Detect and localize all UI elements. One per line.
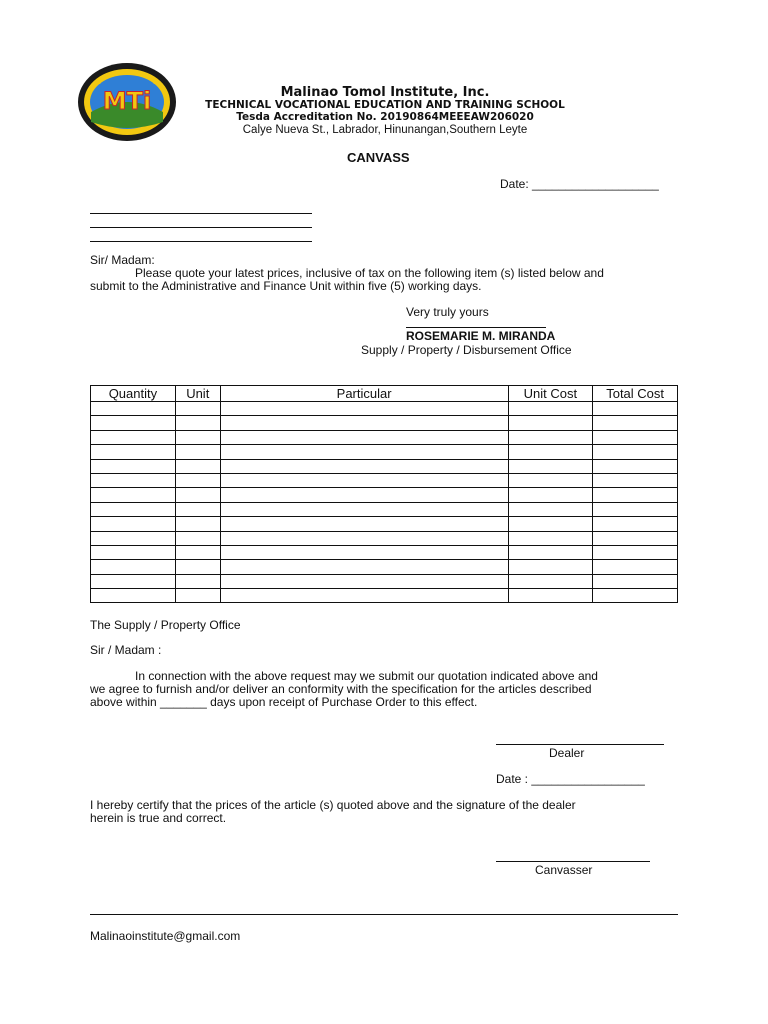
cell-unit [175,502,220,516]
cell-unit-cost [508,502,593,516]
cell-total-cost [593,545,678,559]
cell-unit [175,531,220,545]
cell-total-cost [593,459,678,473]
cell-unit-cost [508,560,593,574]
cell-unit-cost [508,402,593,416]
cell-total-cost [593,430,678,444]
cell-particular [220,545,508,559]
cell-quantity [91,416,176,430]
cell-unit-cost [508,459,593,473]
cell-total-cost [593,502,678,516]
cell-total-cost [593,531,678,545]
certification-line-1: I hereby certify that the prices of the article (s) quoted above and the signature of the dealer [90,798,576,812]
table-row [91,445,678,459]
cell-unit-cost [508,430,593,444]
addressee-line-1 [90,213,312,214]
cell-unit-cost [508,416,593,430]
cell-particular [220,430,508,444]
cell-unit [175,517,220,531]
table-row [91,560,678,574]
cell-unit [175,545,220,559]
cell-particular [220,445,508,459]
table-row [91,488,678,502]
cell-quantity [91,502,176,516]
column-header-unit: Unit [175,386,220,402]
cell-particular [220,517,508,531]
table-row [91,502,678,516]
cell-quantity [91,531,176,545]
form-title: CANVASS [347,150,410,165]
cell-particular [220,402,508,416]
table-row [91,473,678,487]
table-row [91,531,678,545]
institute-address: Calye Nueva St., Labrador, Hinunangan,Southern Leyte [242,124,528,136]
cell-unit-cost [508,531,593,545]
cell-quantity [91,545,176,559]
logo-lettering: MTi [102,87,152,115]
cell-total-cost [593,574,678,588]
reply-recipient: The Supply / Property Office [90,618,241,632]
school-type: TECHNICAL VOCATIONAL EDUCATION AND TRAINING SCHOOL [205,99,565,111]
reply-text-line-3: above within _______ days upon receipt of Purchase Order to this effect. [90,695,478,709]
column-header-quantity: Quantity [91,386,176,402]
table-row [91,545,678,559]
salutation: Sir/ Madam: [90,253,155,267]
cell-total-cost [593,473,678,487]
table-row [91,574,678,588]
cell-particular [220,589,508,603]
cell-total-cost [593,488,678,502]
certification-line-2: herein is true and correct. [90,811,227,825]
canvasser-label: Canvasser [535,863,593,877]
dealer-signature-line [496,744,664,745]
cell-unit-cost [508,473,593,487]
footer-divider [90,914,678,915]
date-field: Date: ___________________ [500,177,659,191]
request-text-line-2: submit to the Administrative and Finance Unit within five (5) working days. [90,279,482,293]
cell-quantity [91,589,176,603]
cell-quantity [91,517,176,531]
reply-text-line-1: In connection with the above request may we submit our quotation indicated above and [135,669,598,683]
cell-unit [175,445,220,459]
cell-unit [175,488,220,502]
dealer-label: Dealer [549,746,585,760]
table-header-row [91,386,678,402]
cell-unit-cost [508,445,593,459]
table-row [91,402,678,416]
signatory-office: Supply / Property / Disbursement Office [361,343,572,357]
reply-salutation: Sir / Madam : [90,643,162,657]
cell-total-cost [593,560,678,574]
canvasser-signature-line [496,861,650,862]
cell-particular [220,502,508,516]
table-body [91,402,678,603]
cell-unit-cost [508,574,593,588]
cell-unit [175,430,220,444]
cell-total-cost [593,517,678,531]
cell-unit [175,402,220,416]
cell-quantity [91,574,176,588]
column-header-particular: Particular [220,386,508,402]
cell-total-cost [593,402,678,416]
cell-quantity [91,473,176,487]
request-text-line-1: Please quote your latest prices, inclusive of tax on the following item (s) listed below and [135,266,604,280]
cell-quantity [91,402,176,416]
closing-text: Very truly yours [406,305,489,319]
cell-particular [220,459,508,473]
footer-email: Malinaoinstitute@gmail.com [90,929,241,943]
table-row [91,430,678,444]
cell-total-cost [593,589,678,603]
canvass-items-table [90,385,678,603]
signature-line [406,327,546,328]
cell-unit-cost [508,545,593,559]
cell-unit [175,416,220,430]
cell-unit-cost [508,589,593,603]
cell-unit-cost [508,488,593,502]
addressee-line-2 [90,227,312,228]
cell-unit [175,473,220,487]
cell-particular [220,574,508,588]
table-row [91,459,678,473]
cell-total-cost [593,416,678,430]
column-header-unit-cost: Unit Cost [508,386,593,402]
cell-quantity [91,488,176,502]
cell-particular [220,531,508,545]
cell-total-cost [593,445,678,459]
dealer-date-field: Date : _________________ [496,772,645,786]
cell-unit [175,589,220,603]
cell-particular [220,560,508,574]
table-row [91,416,678,430]
cell-unit-cost [508,517,593,531]
table-row [91,517,678,531]
cell-unit [175,574,220,588]
signatory-name: ROSEMARIE M. MIRANDA [406,329,556,343]
cell-quantity [91,459,176,473]
cell-quantity [91,560,176,574]
accreditation-number: Tesda Accreditation No. 20190864MEEEAW206020 [236,111,534,123]
institute-name: Malinao Tomol Institute, Inc. [280,85,490,100]
cell-particular [220,488,508,502]
cell-unit [175,459,220,473]
cell-quantity [91,430,176,444]
reply-text-line-2: we agree to furnish and/or deliver an conformity with the specification for the articles described [90,682,592,696]
table-row [91,589,678,603]
addressee-line-3 [90,241,312,242]
cell-unit [175,560,220,574]
column-header-total-cost: Total Cost [593,386,678,402]
cell-particular [220,473,508,487]
cell-particular [220,416,508,430]
cell-quantity [91,445,176,459]
